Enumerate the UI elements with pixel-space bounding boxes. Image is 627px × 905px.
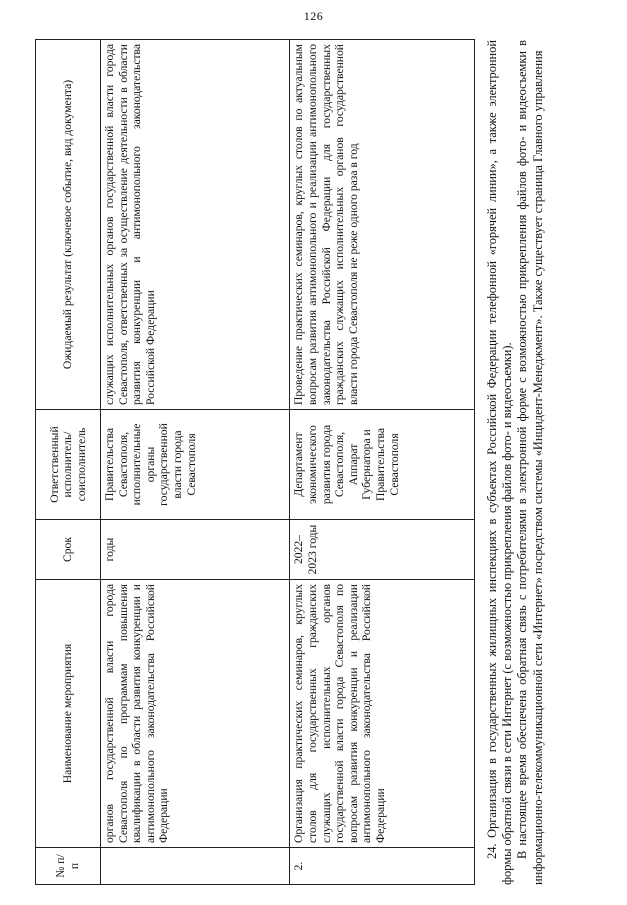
table-row (101, 40, 290, 885)
cell-result: Проведение практических семинаров, круглых столов по актуальным вопросам развития антимонопольного и реализации антимонопольного законодательства Российской Федерации для государственных гражданских служащих исполнительных органов государственной власти города Севастополя не реже одного раза в год (290, 40, 475, 410)
header-num: № п/п (36, 848, 101, 885)
cell-term: годы (101, 520, 290, 580)
header-executor: Ответственный исполнитель/ соисполнитель (36, 410, 101, 520)
paragraph: В настоящее время обеспечена обратная связь с потребителями в электронной форме с возможностью прикрепления файлов фото- и видеосъемки в информационно-телекоммуникационной сети «Интернет» посредством системы «Инцидент-Менеджмент». Также существует страница Главного управления (515, 40, 545, 885)
header-term: Срок (36, 520, 101, 580)
table-header-row (36, 40, 101, 885)
body-text (485, 40, 546, 885)
cell-result: служащих исполнительных органов государственной власти города Севастополя, ответственных за осуществление деятельности в области развития конкуренции и антимонопольного законодательства Российской Федерации (101, 40, 290, 410)
cell-name: органов государственной власти города Севастополя по программам повышения квалификации в области развития конкуренции и антимонопольного законодательства Российской Федерации (101, 580, 290, 848)
rotated-content (35, 40, 610, 885)
cell-executor: Правительства Севастополя, исполнительные органы государственной власти города Севастополя (101, 410, 290, 520)
table-row (290, 40, 475, 885)
page-number: 126 (303, 9, 324, 23)
cell-name: Организация практических семинаров, круглых столов для государственных гражданских служащих исполнительных органов государственной власти города Севастополя по вопросам развития конкуренции и реализации антимонопольного законодательства Российской Федерации (290, 580, 475, 848)
cell-term: 2022– 2023 годы (290, 520, 475, 580)
cell-num (101, 848, 290, 885)
measures-table (35, 39, 475, 885)
cell-executor: Департамент экономического развития города Севастополя, Аппарат Губернатора и Правительства Севастополя (290, 410, 475, 520)
cell-num: 2. (290, 848, 475, 885)
header-result: Ожидаемый результат (ключевое событие, вид документа) (36, 40, 101, 410)
header-name: Наименование мероприятия (36, 580, 101, 848)
paragraph: 24. Организация в государственных жилищных инспекциях в субъектах Российской Федерации телефонной «горячей линии», а также электронной формы обратной связи в сети Интернет (с возможностью прикрепления файлов фото- и видеосъемки). (485, 40, 515, 885)
